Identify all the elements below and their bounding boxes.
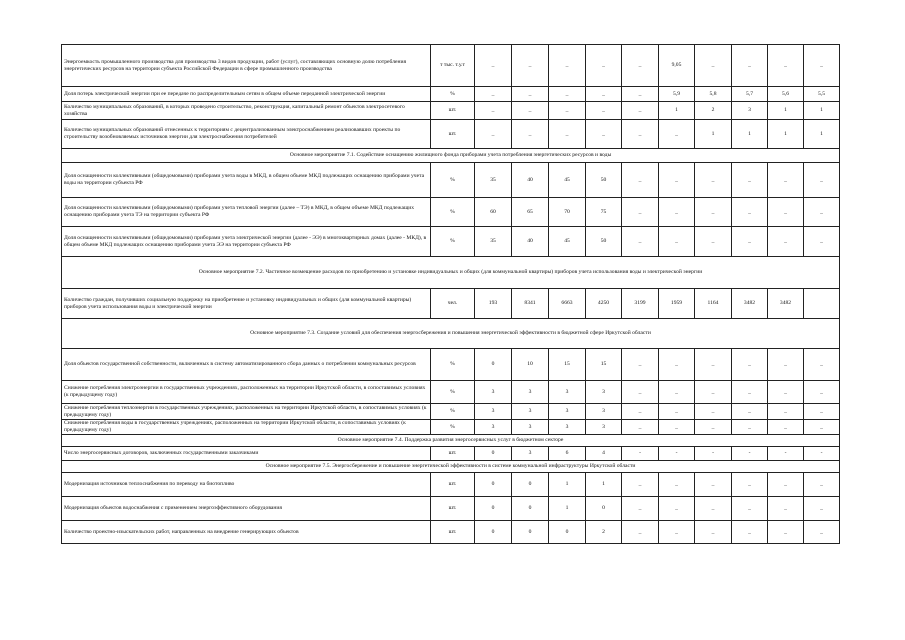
value-cell: _ bbox=[659, 163, 695, 198]
value-cell: 3 bbox=[586, 420, 622, 435]
section-header-row bbox=[62, 319, 840, 349]
value-cell: _ bbox=[732, 473, 768, 497]
value-cell: _ bbox=[695, 163, 732, 198]
value-cell: _ bbox=[475, 102, 512, 120]
value-cell: _ bbox=[804, 349, 840, 381]
value-cell: - bbox=[659, 447, 695, 461]
value-cell: _ bbox=[622, 227, 659, 257]
section-title: Основное мероприятие 7.4. Поддержка развития энергосервисных услуг в бюджетном секторе bbox=[62, 435, 840, 447]
unit-cell: % bbox=[431, 163, 475, 198]
value-cell: _ bbox=[659, 349, 695, 381]
table-row bbox=[62, 349, 840, 381]
value-cell: _ bbox=[768, 420, 804, 435]
value-cell: _ bbox=[586, 102, 622, 120]
value-cell: 1 bbox=[549, 473, 586, 497]
value-cell: 45 bbox=[549, 163, 586, 198]
value-cell: _ bbox=[622, 102, 659, 120]
value-cell: 5,9 bbox=[659, 87, 695, 102]
value-cell: _ bbox=[549, 45, 586, 87]
unit-cell: % bbox=[431, 381, 475, 404]
value-cell: _ bbox=[549, 102, 586, 120]
value-cell: 3 bbox=[586, 381, 622, 404]
unit-cell: % bbox=[431, 198, 475, 227]
value-cell: - bbox=[768, 447, 804, 461]
unit-cell: т тыс. т.у.т bbox=[431, 45, 475, 87]
value-cell: _ bbox=[804, 163, 840, 198]
unit-cell: чел. bbox=[431, 289, 475, 319]
value-cell: 50 bbox=[586, 163, 622, 198]
value-cell: _ bbox=[732, 521, 768, 544]
value-cell: 5,6 bbox=[768, 87, 804, 102]
value-cell: _ bbox=[622, 404, 659, 420]
indicator-name: Доля оснащенности коллективными (общедомовыми) приборами учета электрической энергии (далее - ЭЭ) в многоквартирных домах (далее - МКД), в общем объеме МКД подлежащих оснащению приборами учета ЭЭ на территории субъекта РФ bbox=[62, 227, 431, 257]
value-cell: _ bbox=[732, 497, 768, 521]
value-cell: - bbox=[622, 447, 659, 461]
value-cell: _ bbox=[549, 87, 586, 102]
indicator-name: Снижение потребления воды в государственных учреждениях, расположенных на территории Иркутской области, в сопоставимых условиях (к предыдущему году) bbox=[62, 420, 431, 435]
value-cell: 1 bbox=[586, 473, 622, 497]
value-cell: 3 bbox=[549, 381, 586, 404]
value-cell: _ bbox=[804, 45, 840, 87]
indicator-name: Доля оснащенности коллективными (общедомовыми) приборами учета воды в МКД, в общем объеме МКД подлежащих оснащению приборами учета воды на территории субъекта РФ bbox=[62, 163, 431, 198]
value-cell: 1 bbox=[695, 120, 732, 149]
indicator-name: Энергоемкость промышленного производства для производства 3 видов продукции, работ (услуг), составляющих основную долю потребления энергетических ресурсов на территории субъекта Российской Федерации в сфере промышленного производства bbox=[62, 45, 431, 87]
table-row bbox=[62, 404, 840, 420]
value-cell: 0 bbox=[512, 473, 549, 497]
value-cell: _ bbox=[695, 227, 732, 257]
value-cell: _ bbox=[732, 163, 768, 198]
value-cell: _ bbox=[768, 198, 804, 227]
value-cell: _ bbox=[549, 120, 586, 149]
value-cell: 0 bbox=[586, 497, 622, 521]
value-cell: _ bbox=[768, 497, 804, 521]
value-cell: 5,7 bbox=[732, 87, 768, 102]
value-cell: _ bbox=[695, 521, 732, 544]
value-cell: _ bbox=[622, 473, 659, 497]
value-cell: _ bbox=[732, 198, 768, 227]
value-cell: 2 bbox=[695, 102, 732, 120]
section-header-row bbox=[62, 461, 840, 473]
table-row bbox=[62, 87, 840, 102]
table-row bbox=[62, 45, 840, 87]
value-cell: _ bbox=[622, 87, 659, 102]
value-cell: _ bbox=[804, 227, 840, 257]
value-cell: _ bbox=[804, 404, 840, 420]
table-row bbox=[62, 102, 840, 120]
table-row bbox=[62, 381, 840, 404]
section-title: Основное мероприятие 7.2. Частичное возмещение расходов по приобретению и установке индивидуальных и общих (для коммунальной квартиры) приборов учета использования воды и электрической энергии bbox=[62, 257, 840, 289]
value-cell: _ bbox=[475, 45, 512, 87]
value-cell: _ bbox=[768, 163, 804, 198]
value-cell: _ bbox=[512, 102, 549, 120]
value-cell: _ bbox=[512, 87, 549, 102]
value-cell: 1 bbox=[804, 120, 840, 149]
value-cell: - bbox=[695, 447, 732, 461]
value-cell: _ bbox=[622, 381, 659, 404]
value-cell: 1 bbox=[659, 102, 695, 120]
table-row bbox=[62, 227, 840, 257]
value-cell: 0 bbox=[549, 521, 586, 544]
value-cell bbox=[804, 289, 840, 319]
indicator-name: Модернизация источников теплоснабжения по переводу на биотопливо bbox=[62, 473, 431, 497]
value-cell: 3 bbox=[512, 447, 549, 461]
value-cell: 1 bbox=[549, 497, 586, 521]
section-title: Основное мероприятие 7.3. Создание условий для обеспечения энергосбережения и повышения энергетической эффективности в бюджетной сфере Иркутской области bbox=[62, 319, 840, 349]
value-cell: _ bbox=[659, 227, 695, 257]
value-cell: _ bbox=[586, 45, 622, 87]
value-cell: 45 bbox=[549, 227, 586, 257]
value-cell: 3 bbox=[512, 420, 549, 435]
value-cell: 8341 bbox=[512, 289, 549, 319]
value-cell: _ bbox=[695, 404, 732, 420]
value-cell: _ bbox=[768, 227, 804, 257]
value-cell: _ bbox=[695, 349, 732, 381]
indicators-table bbox=[61, 44, 840, 544]
value-cell: 0 bbox=[475, 349, 512, 381]
unit-cell: шт. bbox=[431, 102, 475, 120]
table-row bbox=[62, 473, 840, 497]
value-cell: 6663 bbox=[549, 289, 586, 319]
value-cell: _ bbox=[622, 497, 659, 521]
value-cell: 3 bbox=[512, 381, 549, 404]
table-row bbox=[62, 420, 840, 435]
value-cell: 1 bbox=[768, 102, 804, 120]
value-cell: 3482 bbox=[732, 289, 768, 319]
value-cell: 0 bbox=[475, 521, 512, 544]
value-cell: 1 bbox=[768, 120, 804, 149]
value-cell: 4 bbox=[586, 447, 622, 461]
table-row bbox=[62, 521, 840, 544]
value-cell: 3 bbox=[475, 404, 512, 420]
value-cell: _ bbox=[512, 45, 549, 87]
value-cell: 5,8 bbox=[695, 87, 732, 102]
value-cell: 6 bbox=[549, 447, 586, 461]
value-cell: _ bbox=[732, 45, 768, 87]
value-cell: 1164 bbox=[695, 289, 732, 319]
value-cell: _ bbox=[768, 521, 804, 544]
section-header-row bbox=[62, 257, 840, 289]
unit-cell: % bbox=[431, 420, 475, 435]
value-cell: _ bbox=[475, 120, 512, 149]
indicator-name: Доля объектов государственной собственности, включенных в систему автоматизированного сбора данных о потреблении коммунальных ресурсов bbox=[62, 349, 431, 381]
value-cell: 0 bbox=[475, 497, 512, 521]
value-cell: 3 bbox=[549, 404, 586, 420]
value-cell: _ bbox=[586, 120, 622, 149]
value-cell: _ bbox=[768, 381, 804, 404]
unit-cell: шт. bbox=[431, 447, 475, 461]
value-cell: 0 bbox=[475, 473, 512, 497]
value-cell: 60 bbox=[475, 198, 512, 227]
value-cell: _ bbox=[659, 420, 695, 435]
section-header-row bbox=[62, 435, 840, 447]
value-cell: _ bbox=[695, 381, 732, 404]
indicator-name: Число энергосервисных договоров, заключенных государственными заказчиками bbox=[62, 447, 431, 461]
indicator-name: Доля потерь электрической энергии при ее передаче по распределительным сетям в общем объеме переданной электрической энергии bbox=[62, 87, 431, 102]
value-cell: _ bbox=[659, 521, 695, 544]
value-cell: _ bbox=[475, 87, 512, 102]
value-cell: _ bbox=[695, 473, 732, 497]
value-cell: _ bbox=[804, 521, 840, 544]
value-cell: _ bbox=[512, 120, 549, 149]
value-cell: 15 bbox=[586, 349, 622, 381]
section-title: Основное мероприятие 7.1. Содействие оснащению жилищного фонда приборами учета потребления энергетических ресурсов и воды bbox=[62, 149, 840, 163]
unit-cell: % bbox=[431, 227, 475, 257]
indicator-name: Снижение потребления теплоэнергии в государственных учреждениях, расположенных на территории Иркутской области, в сопоставимых условиях (к предыдущему году) bbox=[62, 404, 431, 420]
value-cell: _ bbox=[732, 404, 768, 420]
unit-cell: % bbox=[431, 349, 475, 381]
value-cell: 1959 bbox=[659, 289, 695, 319]
value-cell: _ bbox=[659, 120, 695, 149]
value-cell: _ bbox=[659, 198, 695, 227]
table-row bbox=[62, 447, 840, 461]
value-cell: 15 bbox=[549, 349, 586, 381]
value-cell: 3 bbox=[475, 420, 512, 435]
table-row bbox=[62, 497, 840, 521]
indicator-name: Снижение потребления электроэнергии в государственных учреждениях, расположенных на территории Иркутской области, в сопоставимых условиях (к предыдущему году) bbox=[62, 381, 431, 404]
value-cell: 3199 bbox=[622, 289, 659, 319]
value-cell: _ bbox=[804, 473, 840, 497]
indicator-name: Доля оснащенности коллективными (общедомовыми) приборами учета тепловой энергии (далее – ТЭ) в МКД, в общем объеме МКД подлежащих оснащению приборами учета ТЭ на территории субъекта РФ bbox=[62, 198, 431, 227]
value-cell: _ bbox=[804, 497, 840, 521]
value-cell: 3 bbox=[732, 102, 768, 120]
unit-cell: шт. bbox=[431, 497, 475, 521]
value-cell: _ bbox=[622, 349, 659, 381]
value-cell: 40 bbox=[512, 163, 549, 198]
value-cell: - bbox=[804, 447, 840, 461]
section-title: Основное мероприятие 7.5. Энергосбережение и повышение энергетической эффективности в системе коммунальной инфраструктуры Иркутской области bbox=[62, 461, 840, 473]
value-cell: _ bbox=[804, 381, 840, 404]
value-cell: 0 bbox=[512, 497, 549, 521]
value-cell: 1 bbox=[804, 102, 840, 120]
value-cell: _ bbox=[622, 45, 659, 87]
table-row bbox=[62, 289, 840, 319]
value-cell: 2 bbox=[586, 521, 622, 544]
value-cell: 35 bbox=[475, 227, 512, 257]
value-cell: 193 bbox=[475, 289, 512, 319]
value-cell: _ bbox=[768, 473, 804, 497]
value-cell: _ bbox=[659, 381, 695, 404]
value-cell: _ bbox=[695, 45, 732, 87]
value-cell: 50 bbox=[586, 227, 622, 257]
value-cell: _ bbox=[695, 420, 732, 435]
value-cell: 1 bbox=[732, 120, 768, 149]
value-cell: 65 bbox=[512, 198, 549, 227]
value-cell: _ bbox=[622, 198, 659, 227]
value-cell: 40 bbox=[512, 227, 549, 257]
value-cell: 35 bbox=[475, 163, 512, 198]
value-cell: _ bbox=[622, 420, 659, 435]
value-cell: 3 bbox=[586, 404, 622, 420]
section-header-row bbox=[62, 149, 840, 163]
value-cell: 9,05 bbox=[659, 45, 695, 87]
value-cell: _ bbox=[586, 87, 622, 102]
indicator-name: Количество проектно-изыскательских работ, направленных на внедрение генерирующих объектов bbox=[62, 521, 431, 544]
unit-cell: шт. bbox=[431, 473, 475, 497]
value-cell: _ bbox=[768, 349, 804, 381]
value-cell: - bbox=[732, 447, 768, 461]
value-cell: 3 bbox=[512, 404, 549, 420]
value-cell: 3 bbox=[549, 420, 586, 435]
value-cell: _ bbox=[768, 404, 804, 420]
value-cell: _ bbox=[659, 473, 695, 497]
indicator-name: Модернизация объектов водоснабжения с применением энергоэффективного оборудования bbox=[62, 497, 431, 521]
value-cell: 10 bbox=[512, 349, 549, 381]
indicator-name: Количество муниципальных образований отнесенных к территориям с децентрализованным электроснабжением реализовавших проекты по строительству возобновляемых источников энергии для электроснабжения потребителей bbox=[62, 120, 431, 149]
value-cell: 75 bbox=[586, 198, 622, 227]
unit-cell: % bbox=[431, 404, 475, 420]
table-row bbox=[62, 163, 840, 198]
value-cell: 5,5 bbox=[804, 87, 840, 102]
indicator-name: Количество граждан, получивших социальную поддержку на приобретение и установку индивидуальных и общих (для коммунальной квартиры) приборов учета использования воды и электрической энергии bbox=[62, 289, 431, 319]
value-cell: _ bbox=[732, 381, 768, 404]
value-cell: _ bbox=[695, 198, 732, 227]
value-cell: 3 bbox=[475, 381, 512, 404]
unit-cell: шт. bbox=[431, 120, 475, 149]
value-cell: 0 bbox=[512, 521, 549, 544]
value-cell: _ bbox=[659, 497, 695, 521]
value-cell: _ bbox=[768, 45, 804, 87]
indicator-name: Количество муниципальных образований, в которых проведено строительство, реконструкция, капитальный ремонт объектов электросетевого хозяйства bbox=[62, 102, 431, 120]
value-cell: _ bbox=[695, 497, 732, 521]
value-cell: _ bbox=[804, 198, 840, 227]
unit-cell: % bbox=[431, 87, 475, 102]
value-cell: 0 bbox=[475, 447, 512, 461]
table-row bbox=[62, 198, 840, 227]
value-cell: _ bbox=[732, 349, 768, 381]
value-cell: _ bbox=[622, 163, 659, 198]
table-row bbox=[62, 120, 840, 149]
value-cell: _ bbox=[732, 227, 768, 257]
value-cell: 70 bbox=[549, 198, 586, 227]
value-cell: _ bbox=[622, 120, 659, 149]
value-cell: _ bbox=[659, 404, 695, 420]
value-cell: 4250 bbox=[586, 289, 622, 319]
unit-cell: шт. bbox=[431, 521, 475, 544]
value-cell: _ bbox=[732, 420, 768, 435]
value-cell: 3482 bbox=[768, 289, 804, 319]
value-cell: _ bbox=[804, 420, 840, 435]
value-cell: _ bbox=[622, 521, 659, 544]
